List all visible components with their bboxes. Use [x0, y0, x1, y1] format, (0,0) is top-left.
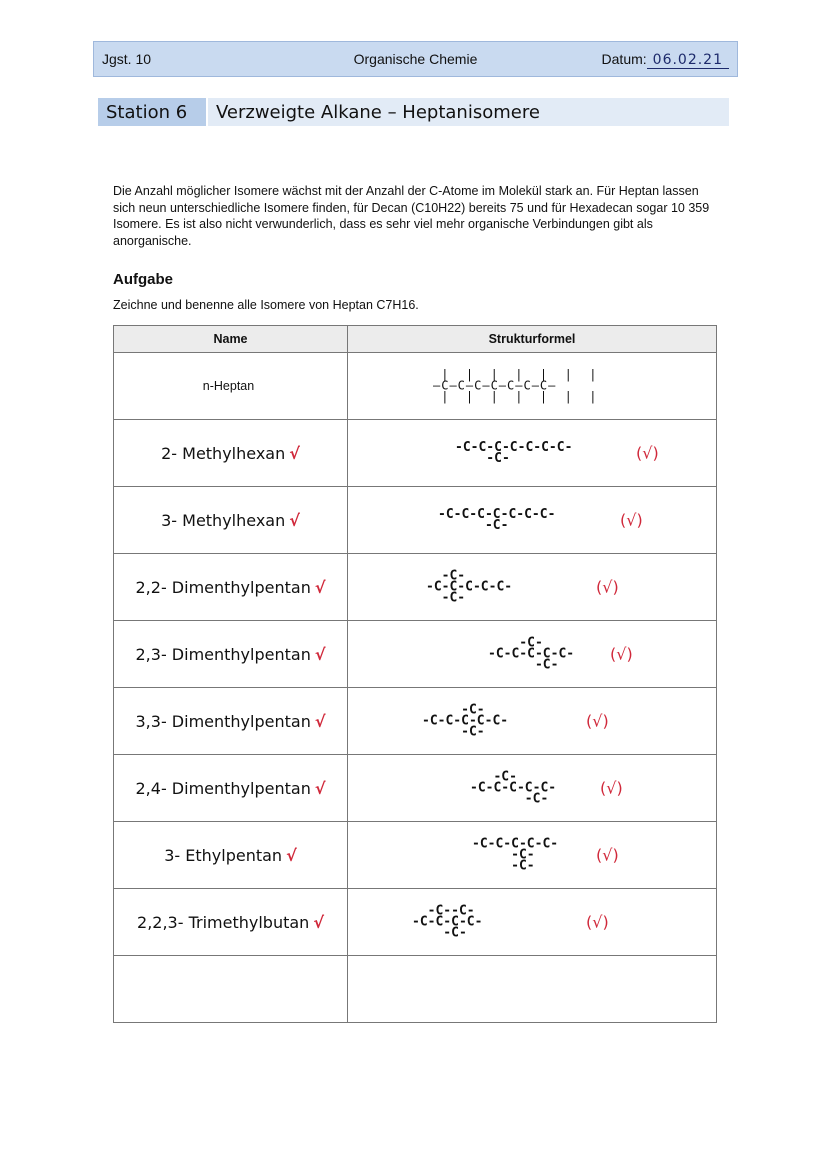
table-row: [114, 487, 717, 554]
table-row: [114, 956, 717, 1023]
table-row: [114, 353, 717, 420]
isomer-name-text: 2,4- Dimenthylpentan: [135, 778, 311, 798]
structure-cell: [348, 822, 717, 889]
isomer-name-text: 2- Methylhexan: [161, 443, 286, 463]
table-row: [114, 688, 717, 755]
isomer-name-text: 3- Methylhexan: [161, 510, 286, 530]
structural-formula: -C-C-C-C-C-C-C- -C-: [438, 507, 556, 533]
structure-cell: [348, 554, 717, 621]
structure-cell: [348, 487, 717, 554]
isomer-name-text: 2,2,3- Trimethylbutan: [137, 912, 310, 932]
structural-formula: -C- -C-C-C-C-C- -C-: [470, 769, 557, 807]
task-heading: Aufgabe: [113, 271, 173, 288]
structure-cell: [348, 353, 717, 420]
grade-label: Jgst. 10: [102, 51, 152, 67]
isomer-name-text: n-Heptan: [202, 379, 255, 393]
station-title: Verzweigte Alkane – Heptanisomere: [208, 98, 729, 126]
grade-mark: (√): [596, 577, 619, 597]
structural-formula: | | | | | | | –C–C–C–C–C–C–C– | | | | | | |: [433, 367, 598, 404]
isomer-name: [114, 621, 348, 688]
isomer-name-text: 3,3- Dimenthylpentan: [135, 711, 311, 731]
isomer-name: [114, 822, 348, 889]
check-mark: √: [314, 644, 326, 664]
isomer-name-text: 2,2- Dimenthylpentan: [135, 577, 311, 597]
isomer-name: [114, 353, 348, 420]
grade-mark: (√): [600, 778, 623, 798]
table-row: [114, 889, 717, 956]
isomer-name-text: 2,3- Dimenthylpentan: [135, 644, 311, 664]
check-mark: √: [289, 443, 300, 463]
isomer-table: [113, 325, 717, 1023]
table-row: [114, 420, 717, 487]
table-row: [114, 822, 717, 889]
table-row: [114, 554, 717, 621]
structure-cell: [348, 688, 717, 755]
isomer-name: [114, 487, 348, 554]
structural-formula: -C-C-C-C-C- -C- -C-: [472, 836, 559, 874]
grade-mark: (√): [636, 443, 659, 463]
structural-formula: -C- -C-C-C-C-C- -C-: [422, 702, 509, 740]
isomer-name: [114, 956, 348, 1023]
check-mark: √: [314, 711, 326, 731]
structural-formula: -C- -C-C-C-C-C- -C-: [488, 635, 575, 673]
structure-cell: [348, 889, 717, 956]
isomer-name: [114, 889, 348, 956]
table-row: [114, 621, 717, 688]
structure-cell: [348, 420, 717, 487]
structure-cell: [348, 755, 717, 822]
isomer-name: [114, 420, 348, 487]
isomer-name: [114, 688, 348, 755]
date-value: 06.02.21: [647, 52, 729, 69]
check-mark: √: [314, 778, 326, 798]
date-field: [602, 51, 729, 68]
grade-mark: (√): [610, 644, 633, 664]
grade-mark: (√): [586, 711, 609, 731]
structural-formula: -C-C-C-C-C-C-C- -C-: [455, 440, 573, 466]
grade-mark: (√): [620, 510, 643, 530]
date-label: Datum:: [601, 50, 647, 67]
table-header-row: [114, 326, 717, 353]
task-text: Zeichne und benenne alle Isomere von Heptan C7H16.: [113, 298, 419, 312]
grade-mark: (√): [586, 912, 609, 932]
table-row: [114, 755, 717, 822]
structure-cell: [348, 956, 717, 1023]
check-mark: √: [286, 845, 297, 865]
structure-cell: [348, 621, 717, 688]
station-label: Station 6: [98, 98, 206, 126]
page-header: [93, 41, 738, 77]
structural-formula: -C- -C-C-C-C-C- -C-: [426, 568, 513, 606]
subject-label: Organische Chemie: [353, 51, 478, 67]
header-name: Name: [114, 326, 348, 353]
isomer-name-text: 3- Ethylpentan: [164, 845, 283, 865]
intro-text: Die Anzahl möglicher Isomere wächst mit der Anzahl der C-Atome im Molekül stark an. Für Heptan lassen sich neun unterschiedliche Isomere finden, für Decan (C10H22) bereits 75 und für Hexadecan sogar 10 359 Isomere. Es ist also nicht verwunderlich, dass es sehr viel mehr organische Verbindungen gibt als anorganische.: [113, 184, 710, 248]
structural-formula: -C--C- -C-C-C-C- -C-: [412, 903, 483, 941]
check-mark: √: [313, 912, 324, 932]
check-mark: √: [289, 510, 300, 530]
header-structure: Strukturformel: [348, 326, 717, 353]
station-banner: [98, 98, 729, 126]
isomer-name: [114, 554, 348, 621]
isomer-name: [114, 755, 348, 822]
grade-mark: (√): [596, 845, 619, 865]
check-mark: √: [314, 577, 326, 597]
